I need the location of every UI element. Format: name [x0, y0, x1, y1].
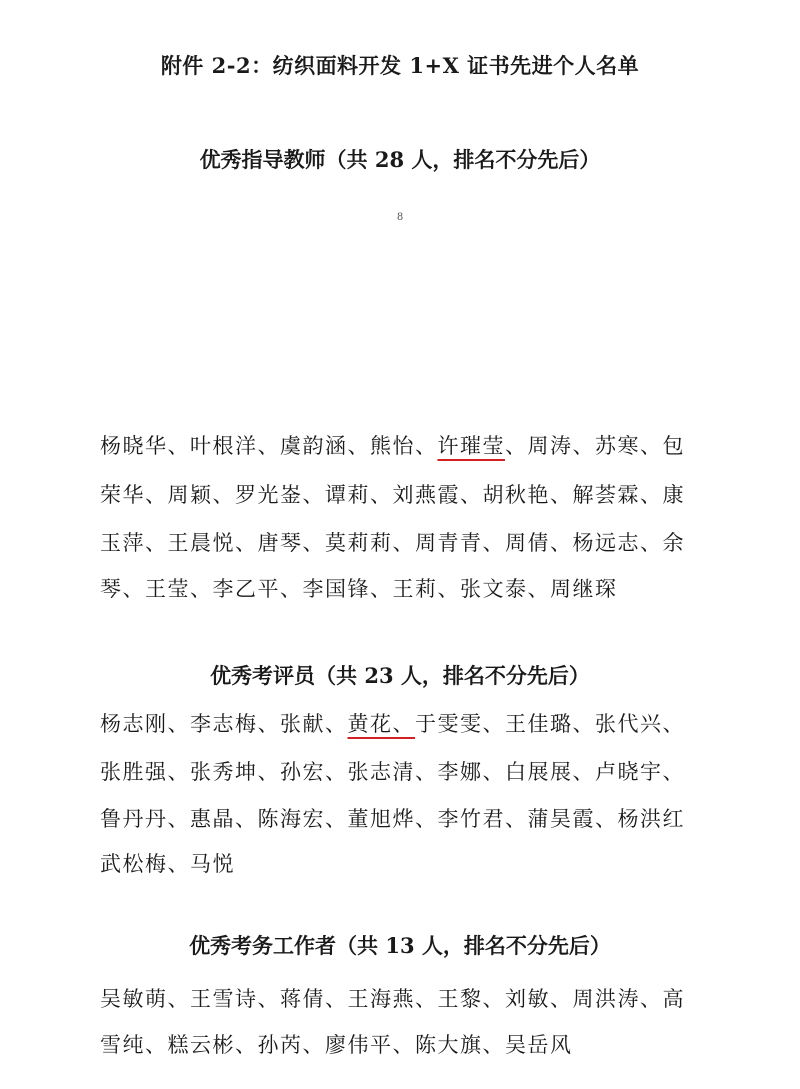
name-text: 于雯雯、王佳璐、张代兴、 [415, 712, 685, 736]
name-text: 张胜强、张秀坤、孙宏、张志清、李娜、白展展、卢晓宇、 [100, 760, 685, 784]
name-text: 琴、王莹、李乙平、李国锋、王莉、张文泰、周继琛 [100, 577, 618, 601]
underlined-name: 黄花、 [347, 712, 415, 736]
name-text: 吴敏萌、王雪诗、蒋倩、王海燕、王黎、刘敏、周洪涛、高 [100, 987, 685, 1011]
name-text: 武松梅、马悦 [100, 852, 235, 876]
underlined-name: 许璀莹 [437, 434, 505, 458]
page-mark: 8 [396, 212, 404, 223]
name-text: 杨晓华、叶根洋、虞韵涵、熊怡、 [100, 434, 438, 458]
name-line [100, 430, 685, 460]
name-line [100, 848, 235, 878]
section-heading-evaluators: 优秀考评员（共 23 人，排名不分先后） [210, 663, 590, 688]
name-line [100, 573, 618, 603]
name-line [100, 708, 685, 738]
section-heading-exam-staff: 优秀考务工作者（共 13 人，排名不分先后） [189, 933, 611, 958]
name-line [100, 527, 685, 557]
document-title: 附件 2-2：纺织面料开发 1+X 证书先进个人名单 [160, 53, 640, 78]
name-line [100, 756, 685, 786]
name-line [100, 983, 685, 1013]
name-text: 荣华、周颖、罗光崟、谭莉、刘燕霞、胡秋艳、解荟霖、康 [100, 483, 685, 507]
name-line [100, 1029, 573, 1059]
name-line [100, 479, 685, 509]
name-text: 杨志刚、李志梅、张献、 [100, 712, 348, 736]
name-text: 、周涛、苏寒、包 [505, 434, 685, 458]
name-text: 鲁丹丹、惠晶、陈海宏、董旭烨、李竹君、蒲昊霞、杨洪红 [100, 807, 685, 831]
section-heading-teachers: 优秀指导教师（共 28 人，排名不分先后） [199, 147, 601, 172]
name-text: 玉萍、王晨悦、唐琴、莫莉莉、周青青、周倩、杨远志、余 [100, 531, 685, 555]
name-line [100, 803, 685, 833]
name-text: 雪纯、糕云彬、孙芮、廖伟平、陈大旗、吴岳风 [100, 1033, 573, 1057]
